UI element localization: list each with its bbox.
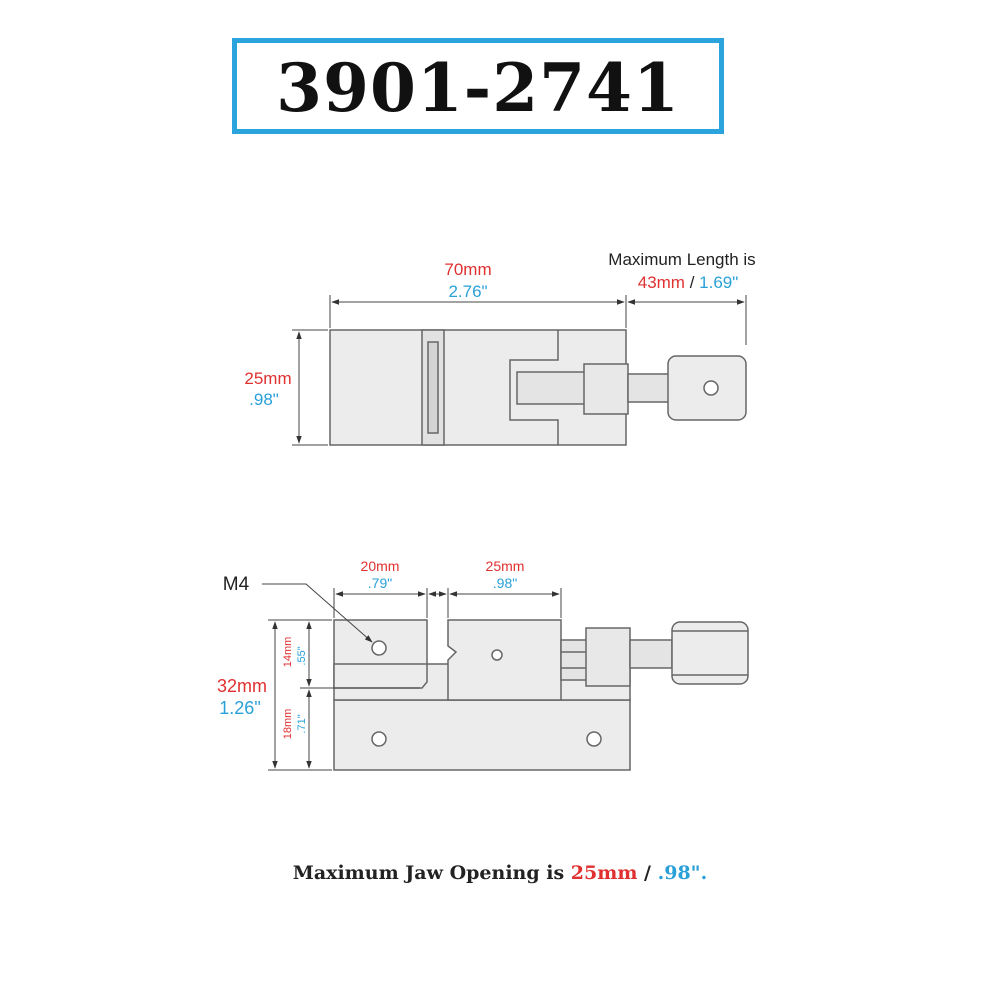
top-view-nut xyxy=(584,364,628,414)
height-in-label: 1.26" xyxy=(219,698,261,718)
jaw2-mm-label: 25mm xyxy=(485,558,525,574)
lower-mm-label: 18mm xyxy=(282,708,294,740)
max-length-mm: 43mm xyxy=(637,273,685,292)
caption-separator: / xyxy=(637,862,658,884)
top-view xyxy=(330,330,746,445)
max-length-separator: / xyxy=(684,273,700,292)
part-number-title: 3901-2741 xyxy=(276,49,680,127)
width-mm-label: 25mm xyxy=(244,369,292,388)
base-hole-left xyxy=(372,732,386,746)
side-view xyxy=(334,620,748,770)
max-length-in: 1.69" xyxy=(699,273,739,292)
max-length-value xyxy=(638,273,739,292)
upper-in-label: .55" xyxy=(296,646,308,666)
side-view-nut xyxy=(586,628,630,686)
top-view-screw xyxy=(517,372,587,404)
jaw-mm-label: 20mm xyxy=(360,558,400,574)
upper-mm-label: 14mm xyxy=(282,636,294,668)
base-hole-right xyxy=(587,732,601,746)
max-jaw-opening-caption xyxy=(0,862,1000,884)
jaw2-in-label: .98" xyxy=(492,575,518,591)
width-in-label: .98" xyxy=(249,390,279,409)
jaw-in-label: .79" xyxy=(367,575,393,591)
length-mm-label: 70mm xyxy=(444,260,492,279)
caption-end: . xyxy=(700,862,708,884)
length-in-label: 2.76" xyxy=(448,282,488,301)
m4-label: M4 xyxy=(222,574,250,595)
caption-mm: 25mm xyxy=(570,862,638,884)
height-mm-label: 32mm xyxy=(216,676,268,696)
caption-inch: .98" xyxy=(657,862,701,884)
lower-in-label: .71" xyxy=(296,714,308,734)
m4-hole xyxy=(372,641,386,655)
caption-prefix: Maximum Jaw Opening is xyxy=(292,862,571,884)
max-length-label: Maximum Length is xyxy=(608,250,756,269)
jaw-hole xyxy=(492,650,502,660)
side-view-moving-jaw xyxy=(448,620,561,700)
top-view-handle-hole xyxy=(704,381,718,395)
